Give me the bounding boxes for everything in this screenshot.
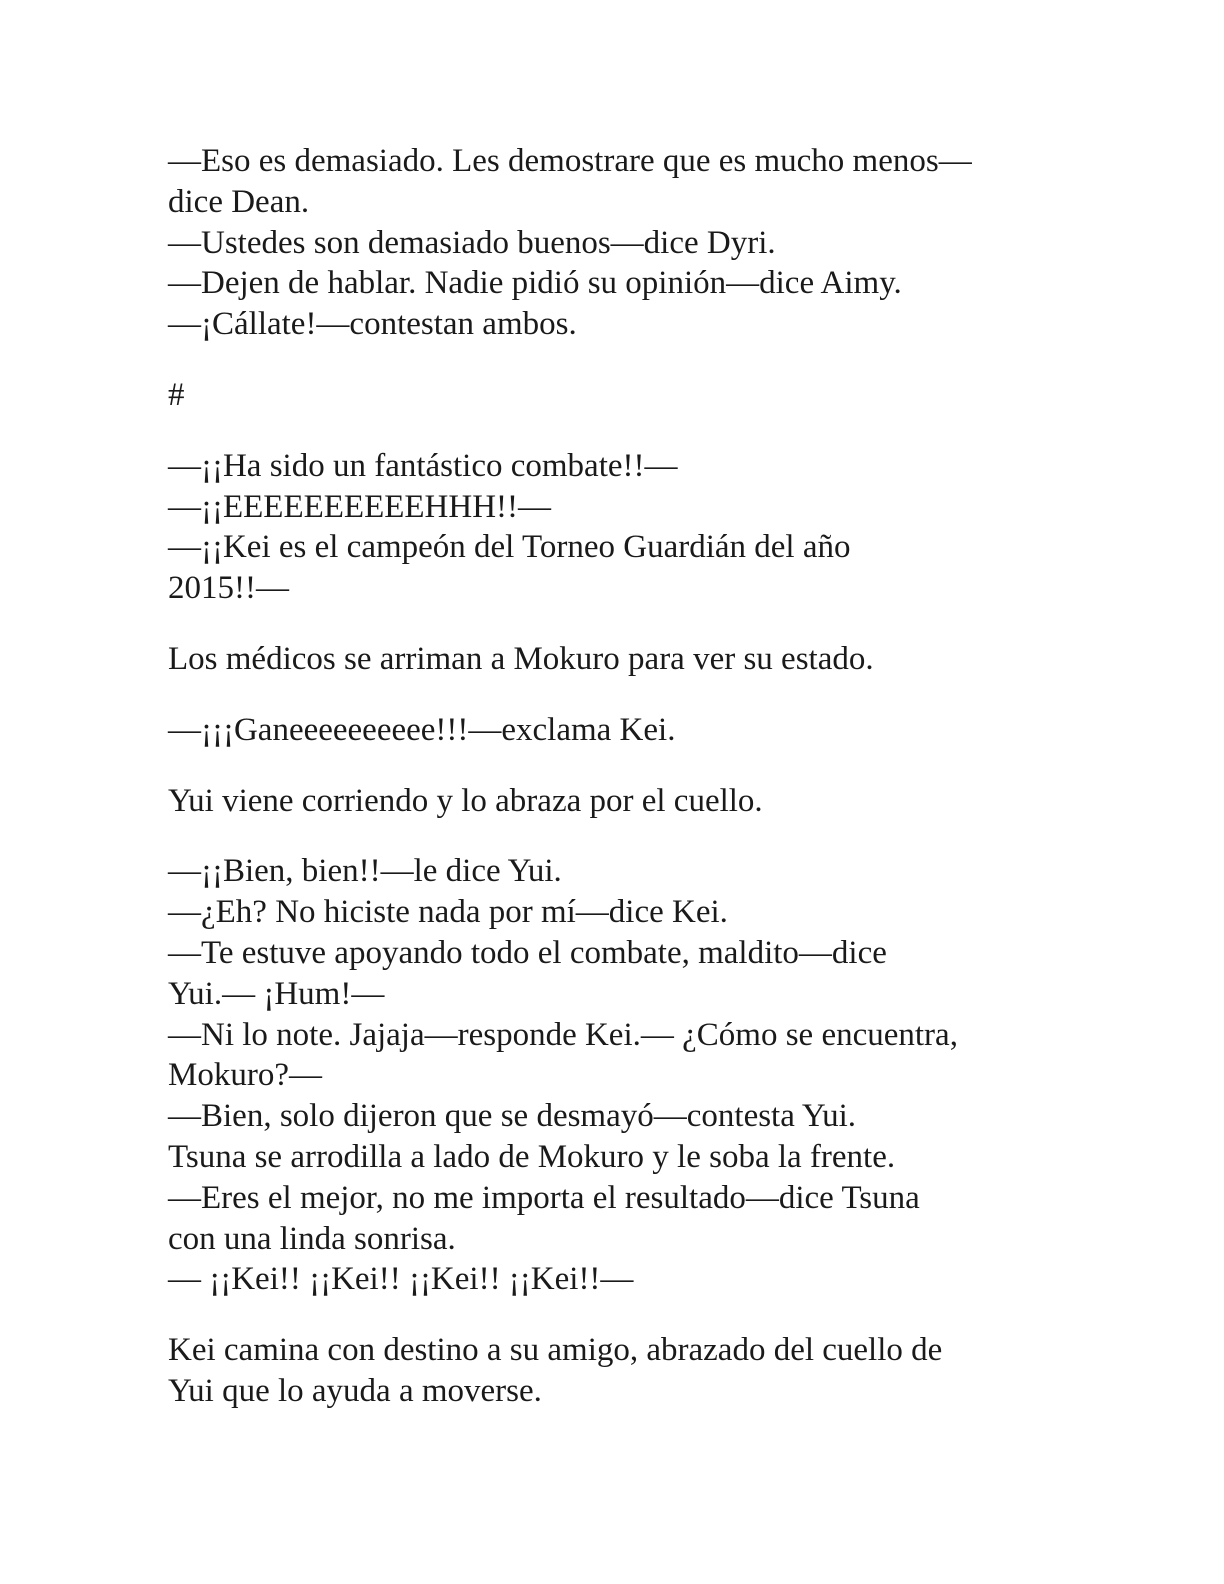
text-line: con una linda sonrisa. [168, 1220, 456, 1257]
text-line: Yui que lo ayuda a moverse. [168, 1372, 542, 1409]
text-line: —¡¡EEEEEEEEEEHHH!!— [168, 488, 552, 525]
paragraph-gap [168, 609, 1048, 639]
text-line: Yui viene corriendo y lo abraza por el cuello. [168, 782, 763, 819]
text-line: —¡¡Bien, bien!!—le dice Yui. [168, 853, 562, 890]
scene-break-mark: # [168, 376, 185, 413]
paragraph-gap [168, 345, 1048, 375]
text-line: —¡Cállate!—contestan ambos. [168, 306, 577, 343]
text-line: —Ustedes son demasiado buenos—dice Dyri. [168, 224, 776, 261]
paragraph-gap [168, 1300, 1048, 1330]
paragraph-medics [168, 639, 1048, 680]
text-line: —¡¡Ha sido un fantástico combate!!— [168, 447, 678, 484]
text-line: — ¡¡Kei!! ¡¡Kei!! ¡¡Kei!! ¡¡Kei!!— [168, 1261, 634, 1298]
text-line: —Eres el mejor, no me importa el resultado—dice Tsuna [168, 1179, 920, 1216]
text-line: —Bien, solo dijeron que se desmayó—contesta Yui. [168, 1098, 856, 1135]
paragraph-gap [168, 821, 1048, 851]
text-line: Kei camina con destino a su amigo, abrazado del cuello de [168, 1332, 943, 1369]
paragraph-kei-walks [168, 1330, 1048, 1412]
paragraph-dialogue-yui-kei [168, 851, 1048, 1300]
paragraph-gap [168, 751, 1048, 781]
text-line: Yui.— ¡Hum!— [168, 975, 385, 1012]
text-line: Mokuro?— [168, 1057, 322, 1094]
paragraph-announcer [168, 446, 1048, 609]
paragraph-dialogue-dean [168, 141, 1048, 345]
text-line: —Ni lo note. Jajaja—responde Kei.— ¿Cómo se encuentra, [168, 1016, 958, 1053]
paragraph-gap [168, 680, 1048, 710]
paragraph-gap [168, 416, 1048, 446]
text-line: —¡¡Kei es el campeón del Torneo Guardián del año [168, 529, 851, 566]
text-line: —Eso es demasiado. Les demostrare que es mucho menos— [168, 143, 972, 179]
text-line: Tsuna se arrodilla a lado de Mokuro y le soba la frente. [168, 1138, 896, 1175]
text-line: 2015!!— [168, 570, 289, 607]
text-line: —¿Eh? No hiciste nada por mí—dice Kei. [168, 894, 728, 931]
scene-break [168, 375, 1048, 416]
text-line: Los médicos se arriman a Mokuro para ver su estado. [168, 640, 874, 677]
text-line: —Dejen de hablar. Nadie pidió su opinión—dice Aimy. [168, 265, 902, 302]
paragraph-yui-runs [168, 781, 1048, 822]
text-line: —¡¡¡Ganeeeeeeeeee!!!—exclama Kei. [168, 711, 676, 748]
document-page [168, 141, 1048, 1412]
text-line: —Te estuve apoyando todo el combate, maldito—dice [168, 934, 887, 971]
paragraph-kei-exclaims [168, 710, 1048, 751]
text-line: dice Dean. [168, 183, 310, 220]
